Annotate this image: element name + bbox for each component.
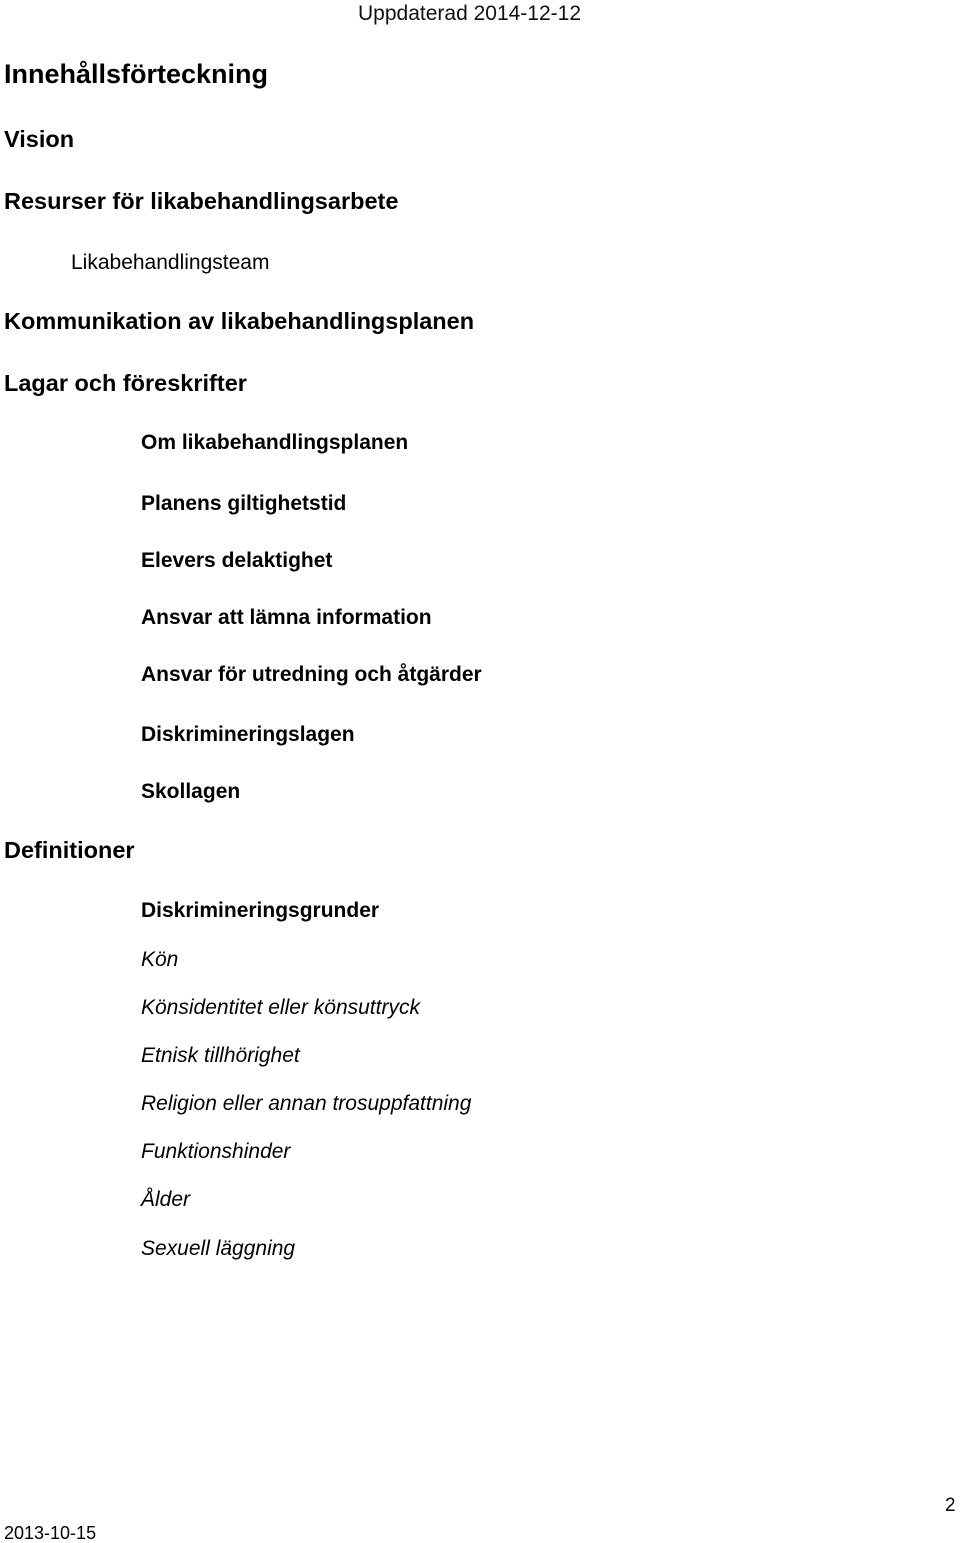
toc-entry-vision: Vision <box>4 126 75 152</box>
toc-entry-communication: Kommunikation av likabehandlingsplanen <box>4 308 475 334</box>
footer-date: 2013-10-15 <box>4 1523 97 1543</box>
toc-subentry-laws: Planens giltighetstid <box>141 492 347 515</box>
toc-subentry-laws: Skollagen <box>141 780 241 803</box>
toc-subentry-laws: Om likabehandlingsplanen <box>141 431 409 454</box>
toc-subentry-definition: Religion eller annan trosuppfattning <box>141 1092 472 1115</box>
toc-subentry-team: Likabehandlingsteam <box>71 251 270 274</box>
updated-date: Uppdaterad 2014-12-12 <box>358 2 582 25</box>
page-number: 2 <box>945 1495 956 1516</box>
toc-subentry-definition: Kön <box>141 948 179 971</box>
toc-subentry-definitions-heading: Diskrimineringsgrunder <box>141 899 380 922</box>
toc-subentry-laws: Elevers delaktighet <box>141 549 333 572</box>
toc-subentry-laws: Ansvar att lämna information <box>141 606 432 629</box>
toc-subentry-definition: Etnisk tillhörighet <box>141 1044 300 1067</box>
toc-subentry-definition: Ålder <box>141 1188 191 1211</box>
toc-subentry-definition: Könsidentitet eller könsuttryck <box>141 996 420 1019</box>
toc-entry-definitions: Definitioner <box>4 837 135 863</box>
toc-title: Innehållsförteckning <box>4 59 269 89</box>
toc-subentry-definition: Funktionshinder <box>141 1140 291 1163</box>
toc-entry-resources: Resurser för likabehandlingsarbete <box>4 188 399 214</box>
toc-entry-laws: Lagar och föreskrifter <box>4 370 247 396</box>
toc-subentry-laws: Ansvar för utredning och åtgärder <box>141 663 482 686</box>
toc-subentry-definition: Sexuell läggning <box>141 1237 296 1260</box>
toc-subentry-laws: Diskrimineringslagen <box>141 723 355 746</box>
